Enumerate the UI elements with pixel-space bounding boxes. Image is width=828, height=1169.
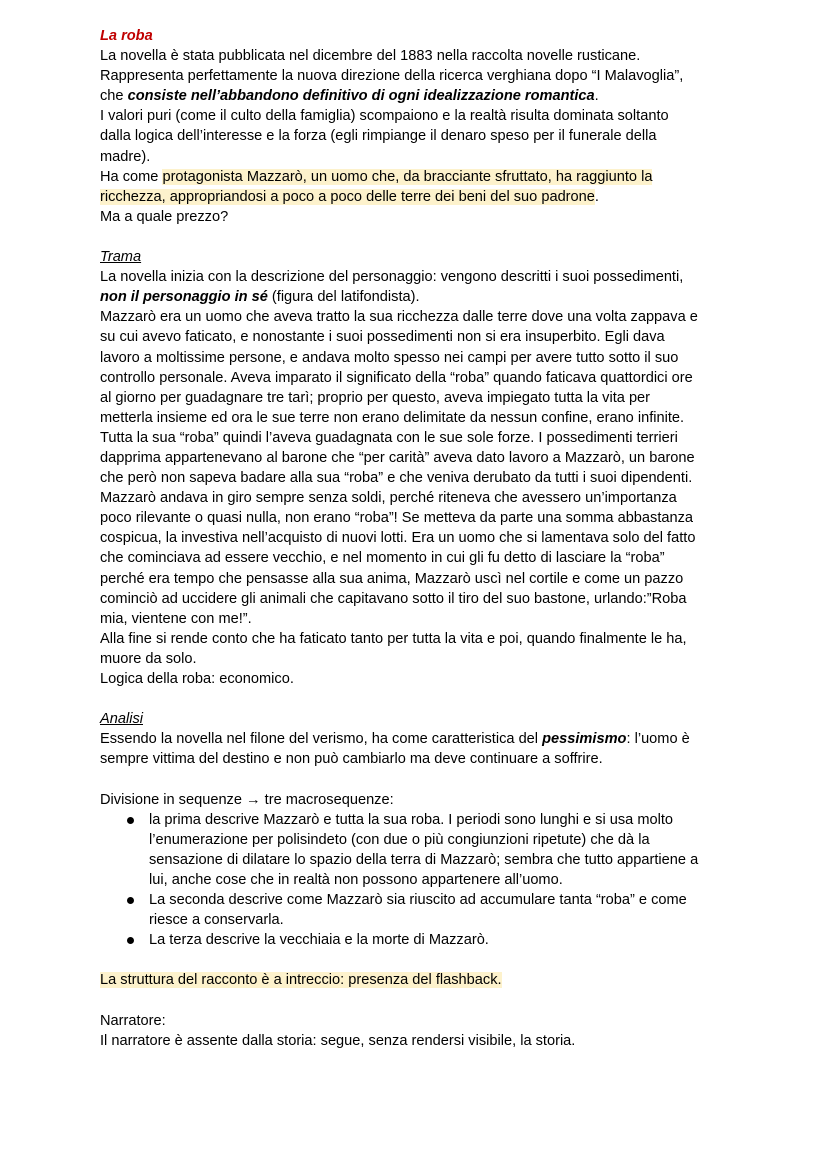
document-page [100,26,740,1051]
spacer [100,689,740,709]
highlighted-text: La struttura del racconto è a intreccio: presenza del flashback. [100,972,502,989]
trama-text: (figura del latifondista). [267,289,420,306]
division-line: Divisione in sequenze → tre macrosequenze: [100,791,394,808]
bullet-continuation: lui, anche cose che in realtà non possono appartenere all’uomo. [149,871,563,888]
doc-title [100,26,740,46]
bullet-item [100,930,740,950]
trama-line: muore da solo. [100,650,197,667]
section-heading-analisi [100,709,740,729]
intro-line [100,187,740,207]
bullet-icon [127,897,134,904]
intro-line: madre). [100,148,151,165]
trama-line: Mazzarò andava in giro sempre senza soldi, perché riteneva che avessero un’importanza [100,490,677,507]
bullet-text: La seconda descrive come Mazzarò sia riuscito ad accumulare tanta “roba” e come [149,892,687,909]
struttura-line [100,970,740,990]
trama-line: metterla insieme ed ora le sue terre non erano delimitate da nessun confine, erano infinite. [100,409,685,426]
intro-line: La novella è stata pubblicata nel dicembre del 1883 nella raccolta novelle rusticane. [100,48,641,65]
analisi-text: : l’uomo è [626,731,690,748]
bullet-text: La terza descrive la vecchiaia e la morte di Mazzarò. [149,932,489,949]
intro-text: che [100,88,128,105]
trama-line: Tutta la sua “roba” quindi l’aveva guadagnata con le sue sole forze. I possedimenti terrieri [100,429,678,446]
trama-line: lavoro a moltissime persone, e andava molto spesso nei campi per avere tutto sotto il suo [100,349,679,366]
bullet-item [100,890,740,910]
trama-line: che però non sapeva badare alla sua “roba” e che veniva derubato da tutti i suoi dipendenti. [100,470,693,487]
bullet-icon [127,817,134,824]
bullet-item [100,810,740,830]
trama-line: Alla fine si rende conto che ha faticato tanto per tutta la vita e poi, quando finalmente le ha, [100,630,687,647]
spacer [100,991,740,1011]
trama-line: che cominciava ad essere vecchio, e nel momento in cui gli fu detto di lasciare la “roba” [100,550,665,567]
analisi-text: Essendo la novella nel filone del verismo, ha come caratteristica del [100,731,543,748]
intro-line: dalla logica dell’interesse e la forza (egli rimpiange il denaro speso per il funerale della [100,128,657,145]
section-heading-narratore: Narratore: [100,1012,166,1029]
trama-line: poco rilevante o quasi nulla, non erano “roba”! Se metteva da parte una somma abbastanza [100,510,694,527]
trama-line: La novella inizia con la descrizione del personaggio: vengono descritti i suoi possedimenti, [100,269,684,286]
trama-line: Mazzarò era un uomo che aveva tratto la sua ricchezza dalle terre dove una volta zappava e [100,309,698,326]
intro-line [100,86,740,106]
intro-line [100,167,740,187]
bullet-icon [127,937,134,944]
section-heading-text: Analisi [100,711,143,728]
bullet-continuation: sensazione di dilatare lo spazio della terra di Mazzarò; sembra che tutto appartiene a [149,851,699,868]
trama-line: dapprima appartenevano al barone che “per carità” aveva dato lavoro a Mazzarò, un barone [100,449,695,466]
narratore-line: Il narratore è assente dalla storia: segue, senza rendersi visibile, la storia. [100,1032,576,1049]
analisi-line: sempre vittima del destino e non può cambiarlo ma deve continuare a soffrire. [100,751,603,768]
spacer [100,227,740,247]
bullet-continuation: riesce a conservarla. [149,912,284,929]
section-heading-trama [100,247,740,267]
intro-line: Ma a quale prezzo? [100,208,229,225]
trama-line: perché era tempo che pensasse alla sua anima, Mazzarò uscì nel cortile e come un pazzo [100,570,684,587]
trama-line: Logica della roba: economico. [100,671,294,687]
highlighted-text: ricchezza, appropriandosi a poco a poco delle terre dei beni del suo padrone [100,188,595,205]
spacer [100,950,740,970]
section-heading-text: Trama [100,249,142,266]
doc-title-text: La roba [100,28,153,44]
analisi-line [100,729,740,749]
trama-line: al giorno per guadagnare tre tarì; proprio per questo, aveva impiegato tutta la vita per [100,389,651,406]
intro-line: I valori puri (come il culto della famiglia) scompaiono e la realtà risulta dominata soltanto [100,108,669,125]
trama-emphasis: non il personaggio in sé [100,289,268,306]
highlighted-text: protagonista Mazzarò, un uomo che, da bracciante sfruttato, ha raggiunto la [162,168,653,185]
bullet-text: la prima descrive Mazzarò e tutta la sua roba. I periodi sono lunghi e si usa molto [149,811,674,828]
bullet-continuation: l’enumerazione per polisindeto (con due o più congiunzioni ripetute) che dà la [149,831,650,848]
trama-line [100,287,740,307]
trama-line: cominciò ad uccidere gli animali che capitavano sotto il tiro del suo bastone, urlando:”Roba [100,590,687,607]
intro-text: Ha come [100,168,163,185]
intro-text: . [594,88,599,105]
intro-emphasis: consiste nell’abbandono definitivo di ogni idealizzazione romantica [127,88,595,105]
trama-line: mia, vientene con me!”. [100,610,252,627]
analisi-emphasis: pessimismo [542,731,627,748]
trama-line: su cui avevo faticato, e nonostante i suoi possedimenti non si era insuperbito. Egli dava [100,329,665,346]
spacer [100,769,740,789]
intro-line: Rappresenta perfettamente la nuova direzione della ricerca verghiana dopo “I Malavoglia”, [100,68,684,85]
trama-line: controllo personale. Aveva imparato il significato della “roba” quando faticava quattordici ore [100,369,693,386]
intro-text: . [594,188,599,205]
trama-line: cospicua, la investiva nell’acquisto di nuovi lotti. Era un uomo che si lamentava solo del fatto [100,530,696,547]
